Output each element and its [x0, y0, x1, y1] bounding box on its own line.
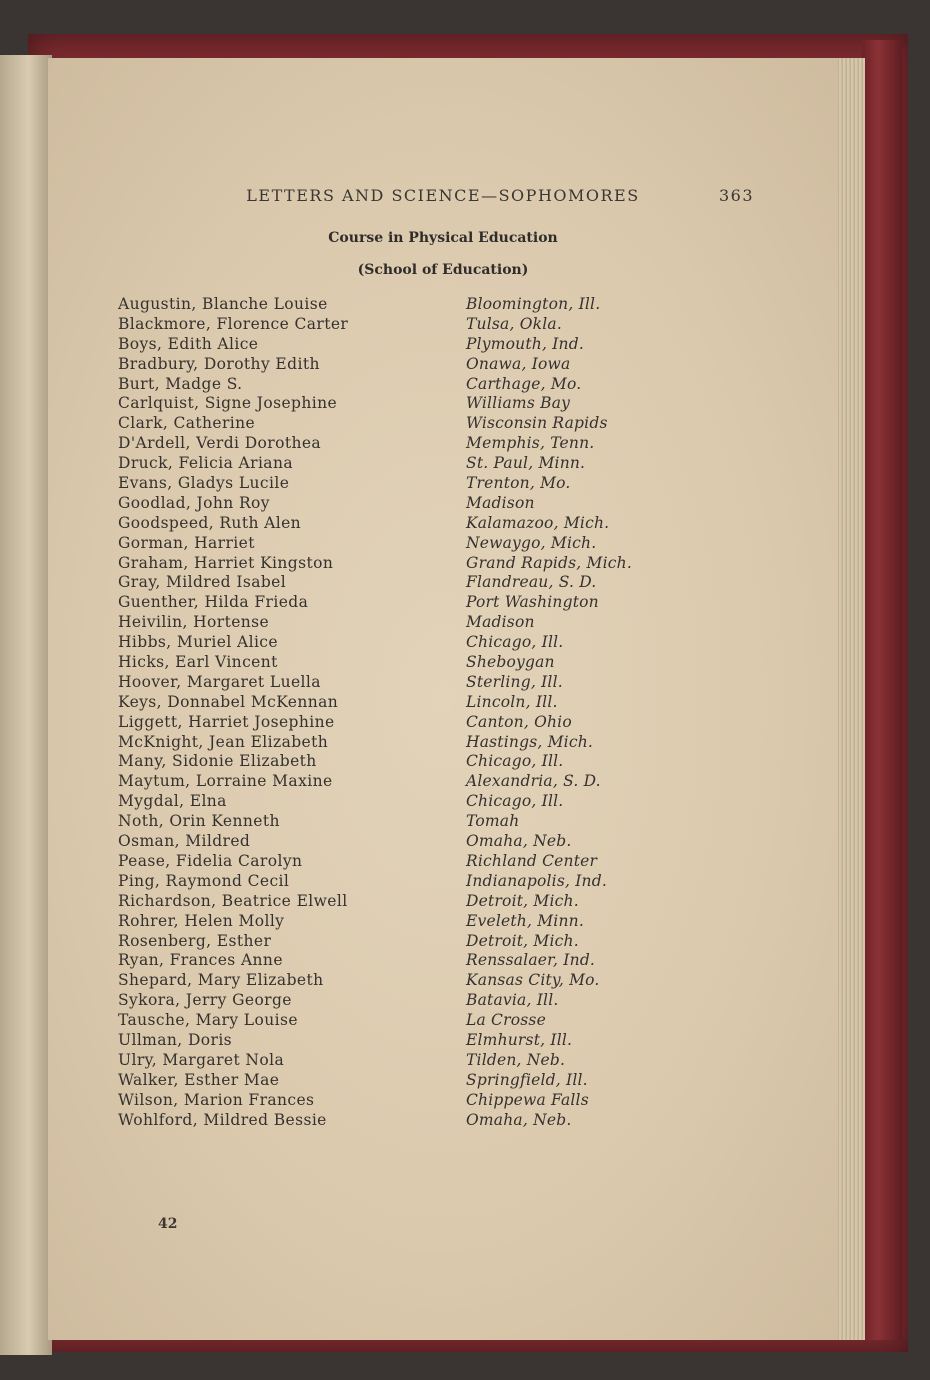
- student-hometown: Hastings, Mich.: [466, 732, 594, 751]
- student-name: Tausche, Mary Louise: [118, 1011, 298, 1030]
- student-name: Mygdal, Elna: [118, 792, 227, 811]
- student-hometown: Kansas City, Mo.: [466, 971, 600, 990]
- student-name: Pease, Fidelia Carolyn: [118, 851, 303, 870]
- student-hometown: Detroit, Mich.: [466, 891, 579, 910]
- student-name: Rohrer, Helen Molly: [118, 911, 285, 930]
- student-hometown: Wisconsin Rapids: [466, 414, 608, 433]
- section-title: Course in Physical Education: [328, 230, 558, 246]
- list-item: [118, 852, 818, 872]
- list-item: [118, 752, 818, 772]
- student-hometown: Tulsa, Okla.: [466, 314, 562, 333]
- list-item: [118, 633, 818, 653]
- student-name: Maytum, Lorraine Maxine: [118, 772, 333, 791]
- list-item: [118, 454, 818, 474]
- list-item: [118, 932, 818, 952]
- list-item: [118, 733, 818, 753]
- student-hometown: Richland Center: [466, 851, 598, 870]
- student-name: Bradbury, Dorothy Edith: [118, 354, 320, 373]
- student-name: Clark, Catherine: [118, 414, 256, 433]
- student-name: Goodspeed, Ruth Alen: [118, 513, 302, 532]
- student-hometown: Trenton, Mo.: [466, 474, 571, 493]
- list-item: [118, 534, 818, 554]
- student-name: Gray, Mildred Isabel: [118, 573, 287, 592]
- student-name: Druck, Felicia Ariana: [118, 454, 293, 473]
- student-hometown: Omaha, Neb.: [466, 832, 572, 851]
- student-hometown: Sheboygan: [466, 653, 555, 672]
- list-item: [118, 892, 818, 912]
- student-hometown: Grand Rapids, Mich.: [466, 553, 632, 572]
- student-hometown: Eveleth, Minn.: [466, 911, 584, 930]
- student-hometown: Plymouth, Ind.: [466, 334, 584, 353]
- student-name: Noth, Orin Kenneth: [118, 812, 280, 831]
- student-hometown: Omaha, Neb.: [466, 1110, 572, 1129]
- list-item: [118, 772, 818, 792]
- student-hometown: Flandreau, S. D.: [466, 573, 597, 592]
- student-name: Liggett, Harriet Josephine: [118, 712, 335, 731]
- student-name: Ullman, Doris: [118, 1030, 233, 1049]
- list-item: [118, 394, 818, 414]
- student-hometown: Springfield, Ill.: [466, 1070, 588, 1089]
- student-name: Wilson, Marion Frances: [118, 1090, 315, 1109]
- page-stack-edge: [835, 58, 865, 1340]
- student-name: Sykora, Jerry George: [118, 991, 292, 1010]
- student-hometown: Batavia, Ill.: [466, 991, 559, 1010]
- list-item: [118, 355, 818, 375]
- student-name: Rosenberg, Esther: [118, 931, 272, 950]
- student-name: Hicks, Earl Vincent: [118, 653, 278, 672]
- student-name: Burt, Madge S.: [118, 374, 243, 393]
- running-head: [48, 186, 838, 205]
- list-item: [118, 991, 818, 1011]
- student-name: Walker, Esther Mae: [118, 1070, 280, 1089]
- student-hometown: Detroit, Mich.: [466, 931, 579, 950]
- list-item: [118, 812, 818, 832]
- student-hometown: Bloomington, Ill.: [466, 295, 601, 313]
- student-name: Richardson, Beatrice Elwell: [118, 891, 348, 910]
- list-item: [118, 1051, 818, 1071]
- student-name: Wohlford, Mildred Bessie: [118, 1110, 327, 1129]
- student-name: Heivilin, Hortense: [118, 613, 270, 632]
- student-name: Carlquist, Signe Josephine: [118, 394, 338, 413]
- student-hometown: Madison: [466, 493, 535, 512]
- list-item: [118, 653, 818, 673]
- list-item: [118, 1011, 818, 1031]
- student-hometown: Tomah: [466, 812, 520, 831]
- student-hometown: Onawa, Iowa: [466, 354, 571, 373]
- list-item: [118, 335, 818, 355]
- student-name: Boys, Edith Alice: [118, 334, 259, 353]
- student-hometown: Chippewa Falls: [466, 1090, 589, 1109]
- student-name: Hibbs, Muriel Alice: [118, 633, 278, 652]
- student-hometown: Port Washington: [466, 593, 599, 612]
- list-item: [118, 693, 818, 713]
- running-head-text: LETTERS AND SCIENCE—SOPHOMORES: [246, 186, 640, 205]
- list-item: [118, 713, 818, 733]
- list-item: [118, 1091, 818, 1111]
- student-name: Graham, Harriet Kingston: [118, 553, 334, 572]
- list-item: [118, 434, 818, 454]
- student-name: Shepard, Mary Elizabeth: [118, 971, 324, 990]
- list-item: [118, 295, 818, 315]
- student-name: McKnight, Jean Elizabeth: [118, 732, 329, 751]
- student-hometown: Chicago, Ill.: [466, 633, 564, 652]
- list-item: [118, 1111, 818, 1131]
- student-hometown: La Crosse: [466, 1011, 546, 1030]
- student-hometown: Chicago, Ill.: [466, 752, 564, 771]
- student-name: Ping, Raymond Cecil: [118, 871, 290, 890]
- list-item: [118, 912, 818, 932]
- student-hometown: Kalamazoo, Mich.: [466, 513, 610, 532]
- list-item: [118, 613, 818, 633]
- student-hometown: Williams Bay: [466, 394, 571, 413]
- list-item: [118, 1071, 818, 1091]
- student-name: Goodlad, John Roy: [118, 493, 270, 512]
- list-item: [118, 375, 818, 395]
- book-page: [48, 58, 838, 1340]
- list-item: [118, 971, 818, 991]
- student-hometown: Renssalaer, Ind.: [466, 951, 596, 970]
- student-name: Keys, Donnabel McKennan: [118, 692, 339, 711]
- list-item: [118, 673, 818, 693]
- list-item: [118, 951, 818, 971]
- student-hometown: St. Paul, Minn.: [466, 454, 586, 473]
- student-hometown: Newaygo, Mich.: [466, 533, 597, 552]
- student-name: D'Ardell, Verdi Dorothea: [118, 434, 322, 453]
- student-name: Osman, Mildred: [118, 832, 251, 851]
- list-item: [118, 573, 818, 593]
- student-name: Ulry, Margaret Nola: [118, 1050, 285, 1069]
- list-item: [118, 832, 818, 852]
- student-hometown: Madison: [466, 613, 535, 632]
- list-item: [118, 1031, 818, 1051]
- student-hometown: Elmhurst, Ill.: [466, 1030, 573, 1049]
- student-name: Guenther, Hilda Frieda: [118, 593, 309, 612]
- page-number-bottom: 42: [158, 1216, 178, 1232]
- list-item: [118, 474, 818, 494]
- page-number-top: 363: [718, 186, 754, 205]
- student-hometown: Memphis, Tenn.: [466, 434, 595, 453]
- section-subtitle: (School of Education): [357, 262, 529, 278]
- student-name: Ryan, Frances Anne: [118, 951, 283, 970]
- student-hometown: Lincoln, Ill.: [466, 692, 558, 711]
- cover-spine-edge: [862, 40, 902, 1340]
- student-hometown: Indianapolis, Ind.: [466, 871, 607, 890]
- student-hometown: Alexandria, S. D.: [466, 772, 601, 791]
- student-hometown: Carthage, Mo.: [466, 374, 582, 393]
- list-item: [118, 494, 818, 514]
- student-hometown: Chicago, Ill.: [466, 792, 564, 811]
- student-name: Blackmore, Florence Carter: [118, 314, 349, 333]
- list-item: [118, 315, 818, 335]
- list-item: [118, 554, 818, 574]
- student-name: Gorman, Harriet: [118, 533, 255, 552]
- student-hometown: Canton, Ohio: [466, 712, 572, 731]
- list-item: [118, 414, 818, 434]
- list-item: [118, 792, 818, 812]
- student-list: [118, 295, 818, 1130]
- list-item: [118, 872, 818, 892]
- list-item: [118, 514, 818, 534]
- left-page-edge: [0, 55, 52, 1355]
- student-name: Hoover, Margaret Luella: [118, 672, 321, 691]
- student-name: Augustin, Blanche Louise: [118, 295, 328, 313]
- student-name: Evans, Gladys Lucile: [118, 474, 290, 493]
- student-name: Many, Sidonie Elizabeth: [118, 752, 317, 771]
- list-item: [118, 593, 818, 613]
- student-hometown: Tilden, Neb.: [466, 1050, 566, 1069]
- student-hometown: Sterling, Ill.: [466, 672, 563, 691]
